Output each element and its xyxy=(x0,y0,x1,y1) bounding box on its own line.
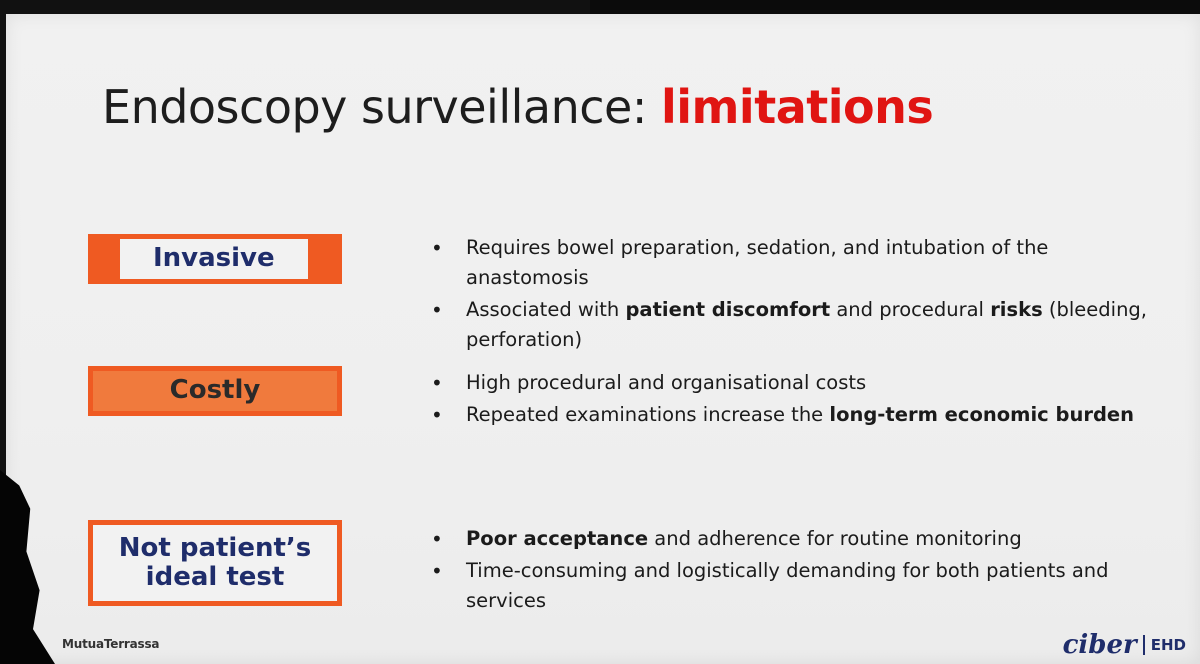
tag-invasive xyxy=(88,234,342,284)
tag-not-ideal-test-label: Not patient’s ideal test xyxy=(93,525,337,601)
bullet-text: and procedural xyxy=(830,298,991,321)
bullet-text: Repeated examinations increase the xyxy=(466,403,830,426)
logo-divider xyxy=(1143,635,1145,655)
ciber-ehd-logo xyxy=(1063,630,1186,660)
tag-invasive-label: Invasive xyxy=(120,239,308,279)
bullet-item xyxy=(428,295,1148,355)
bullet-item xyxy=(428,233,1148,293)
tag-costly-label: Costly xyxy=(93,371,337,411)
slide-title xyxy=(102,80,933,134)
bullet-emphasis: risks xyxy=(990,298,1043,321)
bullet-dot: • xyxy=(431,371,443,395)
bullet-dot: • xyxy=(431,559,443,583)
bullet-item xyxy=(428,524,1148,554)
bullet-item xyxy=(428,368,1148,398)
bullet-text: and adherence for routine monitoring xyxy=(648,527,1022,550)
bullet-dot: • xyxy=(431,298,443,322)
tag-not-ideal-test xyxy=(88,520,342,606)
bullet-text: High procedural and organisational costs xyxy=(466,371,867,394)
slide-title-prefix: Endoscopy surveillance: xyxy=(102,80,647,134)
bullet-emphasis: Poor acceptance xyxy=(466,527,649,550)
slide-title-highlight: limitations xyxy=(660,80,934,134)
bullet-text: (bleeding, perforation) xyxy=(466,298,1147,351)
ciber-logo-text: ciber xyxy=(1062,630,1137,660)
bullet-text: Time-consuming and logistically demanding for both patients and services xyxy=(466,559,1109,612)
bullet-item xyxy=(428,556,1148,616)
bullet-text: Requires bowel preparation, sedation, and intubation of the anastomosis xyxy=(466,236,1049,289)
bullet-item xyxy=(428,400,1148,430)
bullet-emphasis: long-term economic burden xyxy=(829,403,1135,426)
bullet-list-not-ideal-test xyxy=(428,524,1148,618)
bullet-list-costly xyxy=(428,368,1148,432)
mutuaterrassa-logo: MutuaTerrassa xyxy=(62,637,160,651)
bullet-emphasis: patient discomfort xyxy=(625,298,831,321)
bullet-list-invasive xyxy=(428,233,1148,357)
bullet-text: Associated with xyxy=(466,298,626,321)
bullet-dot: • xyxy=(431,236,443,260)
bullet-dot: • xyxy=(431,403,443,427)
ehd-logo-text: EHD xyxy=(1150,636,1186,654)
bullet-dot: • xyxy=(431,527,443,551)
tag-costly xyxy=(88,366,342,416)
